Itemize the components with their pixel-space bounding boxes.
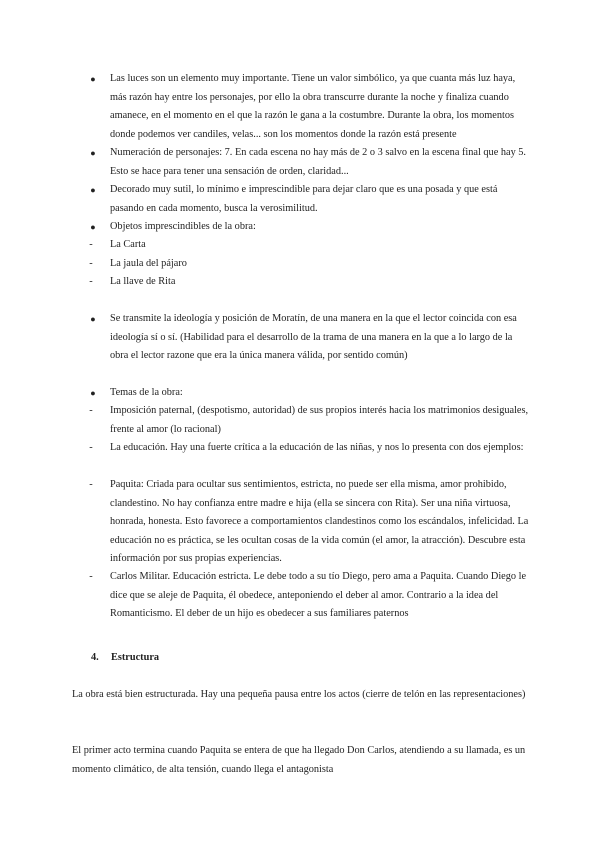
bullet-text: Objetos imprescindibles de la obra: [110,221,256,232]
bullet-text: Las luces son un elemento muy importante. Tiene un valor simbólico, ya que cuanta más luz haya, más razón hay entre los personajes, por ello la obra transcurre durante la noche y finaliza cuando amanece, en el momento en el que la razón le gana a la costumbre. Durante la obra, los momentos donde podemos ver candiles, velas... son los momentos donde la razón está presente [110,73,516,140]
bullet-text: Temas de la obra: [110,387,183,398]
dash-text: Imposición paternal, (despotismo, autoridad) de sus propios interés hacia los matrimonios desiguales, frente al amor (lo racional) [110,405,529,435]
dash-text: Paquita: Criada para ocultar sus sentimientos, estricta, no puede ser ella misma, amor prohibido, clandestino. No hay confianza entre madre e hija (ella se sincera con Rita). Ser una niña virtuosa, honrada, honesta. Esto favorece a comportamientos clandestinos como los escándalos, infelicidad. La educación no es práctica, se les ocultan cosas de la vida común (el amor, la atracción). Descubre esta información por sus propias experiencias. [110,479,529,564]
dash-text: La llave de Rita [110,276,176,287]
bullet-marker: ● [90,74,96,84]
paragraph-first-act: El primer acto termina cuando Paquita se entera de que ha llegado Don Carlos, atendiendo a su llamada, es un momento climático, de alta tensión, cuando llega el antagonista [72,745,526,775]
section-number: 4. [91,652,99,663]
section-title: Estructura [111,652,160,663]
dash-marker: - [89,479,93,490]
dash-marker: - [89,258,93,269]
bullet-text: Decorado muy sutil, lo mínimo e imprescindible para dejar claro que es una posada y que está pasando en cada momento, busca la verosimilitud. [110,184,498,214]
bullet-marker: ● [90,185,96,195]
bullet-marker: ● [90,388,96,398]
bullet-text: Numeración de personajes: 7. En cada escena no hay más de 2 o 3 salvo en la escena final que hay 5. Esto se hace para tener una sensación de orden, claridad... [110,147,527,177]
dash-marker: - [89,571,93,582]
bullet-marker: ● [90,222,96,232]
dash-marker: - [89,442,93,453]
dash-text: La educación. Hay una fuerte crítica a la educación de las niñas, y nos lo presenta con dos ejemplos: [110,442,524,453]
bullet-marker: ● [90,314,96,324]
dash-marker: - [89,405,93,416]
section-heading [91,649,159,668]
bullet-text: Se transmite la ideología y posición de Moratín, de una manera en la que el lector coincida con esa ideología sí o sí. (Habilidad para el desarrollo de la trama de una manera en la que a lo largo de la obra el lector razone que era la única manera válida, por sentido común) [110,313,517,361]
paragraph-structure: La obra está bien estructurada. Hay una pequeña pausa entre los actos (cierre de telón en las representaciones) [72,689,526,700]
dash-text: La jaula del pájaro [110,258,187,269]
dash-text: La Carta [110,239,146,250]
dash-marker: - [89,239,93,250]
bullet-marker: ● [90,148,96,158]
dash-text: Carlos Militar. Educación estricta. Le debe todo a su tío Diego, pero ama a Paquita. Cuando Diego le dice que se aleje de Paquita, él obedece, anteponiendo el deber al amor. Contrario a la idea del Romanticismo. El deber de un hijo es obedecer a sus familiares paternos [110,571,527,619]
dash-marker: - [89,276,93,287]
